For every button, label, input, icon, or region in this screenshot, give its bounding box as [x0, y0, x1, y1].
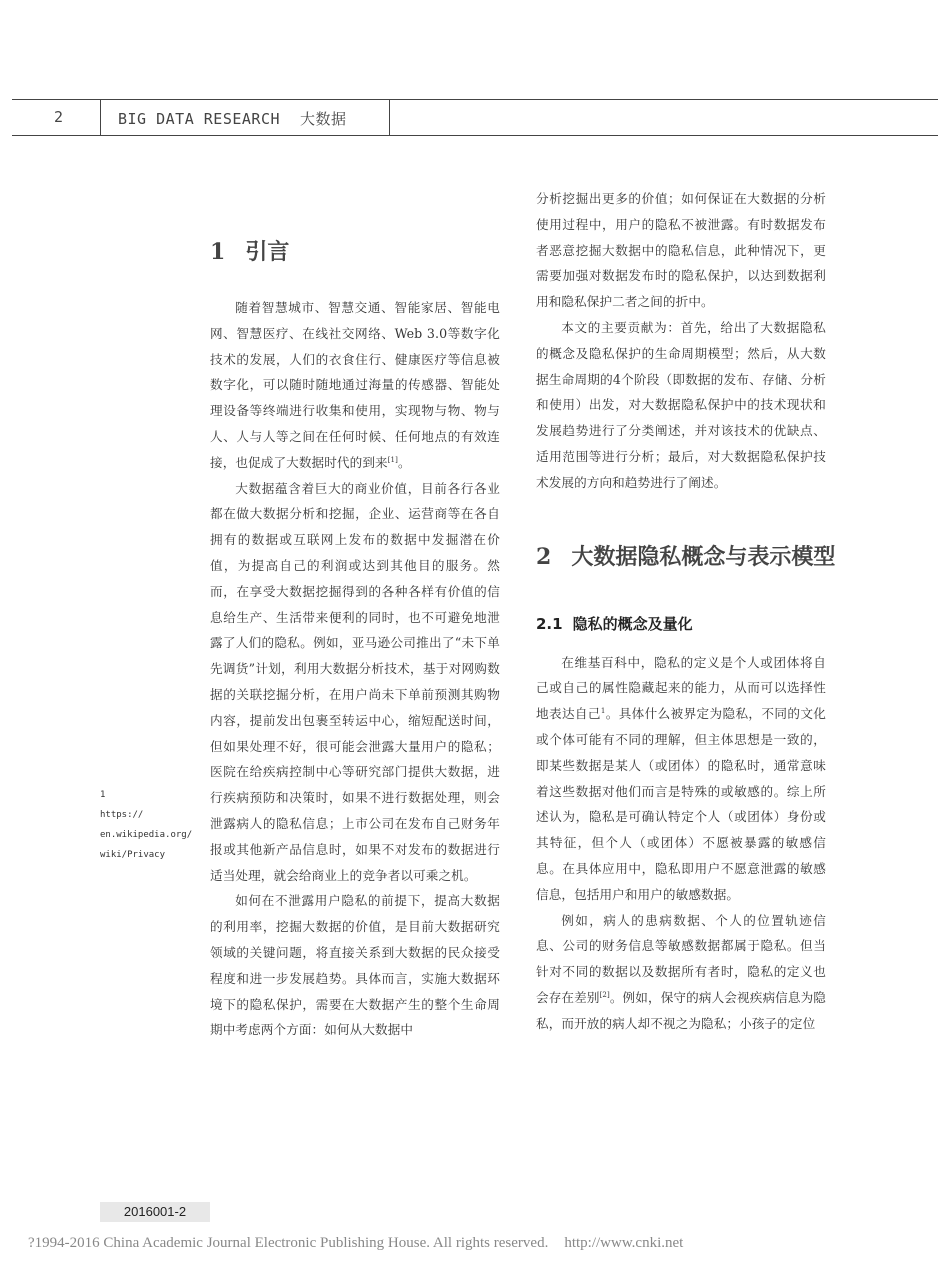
- journal-title-en: BIG DATA RESEARCH: [118, 110, 281, 128]
- citation: [2]: [599, 990, 610, 999]
- paragraph: 如何在不泄露用户隐私的前提下，提高大数据的利用率，挖掘大数据的价值，是目前大数据研究领域的关键问题，将直接关系到大数据的民众接受程度和进一步发展趋势。具体而言，实施大数据环境下的隐私保护，需要在大数据产生的整个生命周期中考虑两个方面：如何从大数据中: [210, 893, 500, 1038]
- section-number: 1: [210, 239, 226, 265]
- article-id-tag: 2016001-2: [100, 1202, 210, 1222]
- section-title: 引言: [245, 239, 290, 265]
- footnote-ref: 1: [600, 706, 606, 715]
- footnote: [100, 785, 210, 865]
- paragraph: 例如，病人的患病数据、个人的位置轨迹信息、公司的财务信息等敏感数据都属于隐私。但当针对不同的数据以及数据所有者时，隐私的定义也会存在差别[2]。例如，保守的病人会视疾病信息为隐私，而开放的病人却不视之为隐私；小孩子的定位: [536, 912, 827, 1031]
- left-column: [210, 235, 500, 1043]
- copyright-text: ?1994-2016 China Academic Journal Electronic Publishing House. All rights reserved.: [28, 1235, 549, 1251]
- footnote-line: wiki/Privacy: [100, 850, 166, 860]
- paragraph: 分析挖掘出更多的价值；如何保证在大数据的分析使用过程中，用户的隐私不被泄露。有时数据发布者恶意挖掘大数据中的隐私信息，此种情况下，更需要加强对数据发布时的隐私保护，以达到数据利用和隐私保护二者之间的折中。: [536, 191, 826, 310]
- copyright-line: [28, 1235, 683, 1252]
- header-divider: [389, 99, 390, 135]
- section-1-heading: [210, 235, 500, 266]
- subsection-2-1-heading: [536, 613, 826, 634]
- section-title: 大数据隐私概念与表示模型: [571, 543, 836, 570]
- header-top-rule: [12, 99, 938, 100]
- header-bottom-rule: [12, 135, 938, 136]
- section-2-heading: [536, 540, 836, 571]
- subsection-number: 2.1: [536, 614, 563, 633]
- section-number: 2: [536, 543, 552, 570]
- footnote-line: en.wikipedia.org/: [100, 830, 193, 840]
- paragraph: 本文的主要贡献为：首先，给出了大数据隐私的概念及隐私保护的生命周期模型；然后，从大数据生命周期的4个阶段（即数据的发布、存储、分析和使用）出发，对大数据隐私保护中的技术现状和发展趋势进行了分类阐述，并对该技术的优缺点、适用范围等进行分析；最后，对大数据隐私保护技术发展的方向和趋势进行了阐述。: [536, 319, 826, 490]
- cnki-url: http://www.cnki.net: [564, 1235, 684, 1251]
- paragraph: 在维基百科中，隐私的定义是个人或团体将自己或自己的属性隐藏起来的能力，从而可以选择性地表达自己$^1$。具体什么被界定为隐私，不同的文化或个体可能有不同的理解，但主体思想是一致的，即某些数据是某人（或团体）的隐私时，通常意味着这些数据对他们而言是特殊的或敏感的。综上所述认为，隐私是可确认特定个人（或团体）身份或其特征，但个人（或团体）不愿被暴露的敏感信息。在具体应用中，隐私即用户不愿意泄露的敏感信息，包括用户和用户的敏感数据。: [536, 654, 827, 902]
- footnote-number: 1: [100, 790, 106, 800]
- subsection-title: 隐私的概念及量化: [572, 614, 693, 633]
- header-divider: [100, 99, 101, 135]
- paragraph: 随着智慧城市、智慧交通、智能家居、智能电网、智慧医疗、在线社交网络、Web 3.0等数字化技术的发展，人们的衣食住行、健康医疗等信息被数字化，可以随时随地通过海量的传感器、智能处理设备等终端进行收集和使用，实现物与物、物与人、人与人等之间在任何时候、任何地点的有效连接，也促成了大数据时代的到来[1]。: [210, 300, 500, 470]
- journal-title: [118, 108, 347, 129]
- page-number: 2: [54, 108, 64, 126]
- right-column: [536, 186, 836, 1037]
- journal-title-cn: 大数据: [300, 110, 347, 128]
- citation: [1]: [387, 455, 398, 464]
- footnote-line: https://: [100, 810, 144, 820]
- paragraph: 大数据蕴含着巨大的商业价值，目前各行各业都在做大数据分析和挖掘，企业、运营商等在各自拥有的数据或互联网上发布的数据中发掘潜在价值，为提高自己的利润或达到其他目的服务。然而，在享受大数据挖掘得到的各种各样有价值的信息给生产、生活带来便利的同时，也不可避免地泄露了人们的隐私。例如，亚马逊公司推出了“未下单先调货”计划，利用大数据分析技术，基于对网购数据的关联挖掘分析，在用户尚未下单前预测其购物内容，提前发出包裹至转运中心，缩短配送时间，但如果处理不好，很可能会泄露大量用户的隐私；医院在给疾病控制中心等研究部门提供大数据，进行疾病预防和决策时，如果不进行数据处理，则会泄露病人的隐私信息；上市公司在发布自己财务年报或其他新产品信息时，如果不对发布的数据进行适当处理，就会给商业上的竞争者以可乘之机。: [210, 480, 500, 883]
